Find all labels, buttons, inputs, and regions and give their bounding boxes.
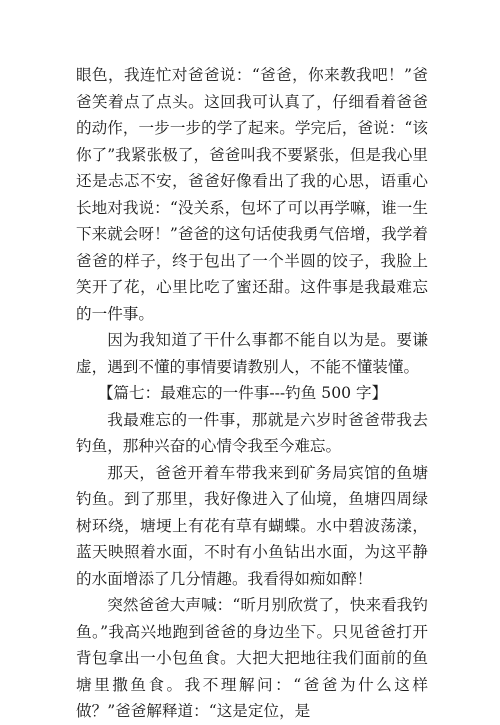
paragraph-5: 突然爸爸大声喊：“昕月别欣赏了，快来看我钓鱼。”我高兴地跑到爸爸的身边坐下。只见爸爸打开背包拿出一小包鱼食。大把大把地往我们面前的鱼塘里撒鱼食。我不理解问：“爸爸为什么这样做？”爸爸解释道：“这是定位，是	[76, 596, 428, 720]
paragraph-1: 眼色，我连忙对爸爸说：“爸爸，你来教我吧！”爸爸笑着点了点头。这回我可认真了，仔细看着爸爸的动作，一步一步的学了起来。学完后，爸说：“该你了”我紧张极了，爸爸叫我不要紧张，但是我心里还是忐忑不安，爸爸好像看出了我的心思，语重心长地对我说：“没关系，包坏了可以再学嘛，谁一生下来就会呀！”爸爸的这句话使我勇气倍增，我学着爸爸的样子，终于包出了一个半圆的饺子，我脸上笑开了花，心里比吃了蜜还甜。这件事是我最难忘的一件事。	[76, 66, 428, 323]
paragraph-2: 因为我知道了干什么事都不能自以为是。要谦虚，遇到不懂的事情要请教别人，不能不懂装懂。	[76, 331, 428, 376]
paragraph-4: 那天，爸爸开着车带我来到矿务局宾馆的鱼塘钓鱼。到了那里，我好像进入了仙境，鱼塘四周绿树环绕，塘埂上有花有草有蝴蝶。水中碧波荡漾，蓝天映照着水面，不时有小鱼钻出水面，为这平静的水面增添了几分情趣。我看得如痴如醉！	[76, 463, 428, 588]
document-page	[76, 62, 428, 725]
paragraph-3: 我最难忘的一件事，那就是六岁时爸爸带我去钓鱼，那种兴奋的心情令我至今难忘。	[76, 410, 428, 455]
section-heading: 【篇七：最难忘的一件事---钓鱼 500 字】	[97, 384, 388, 402]
